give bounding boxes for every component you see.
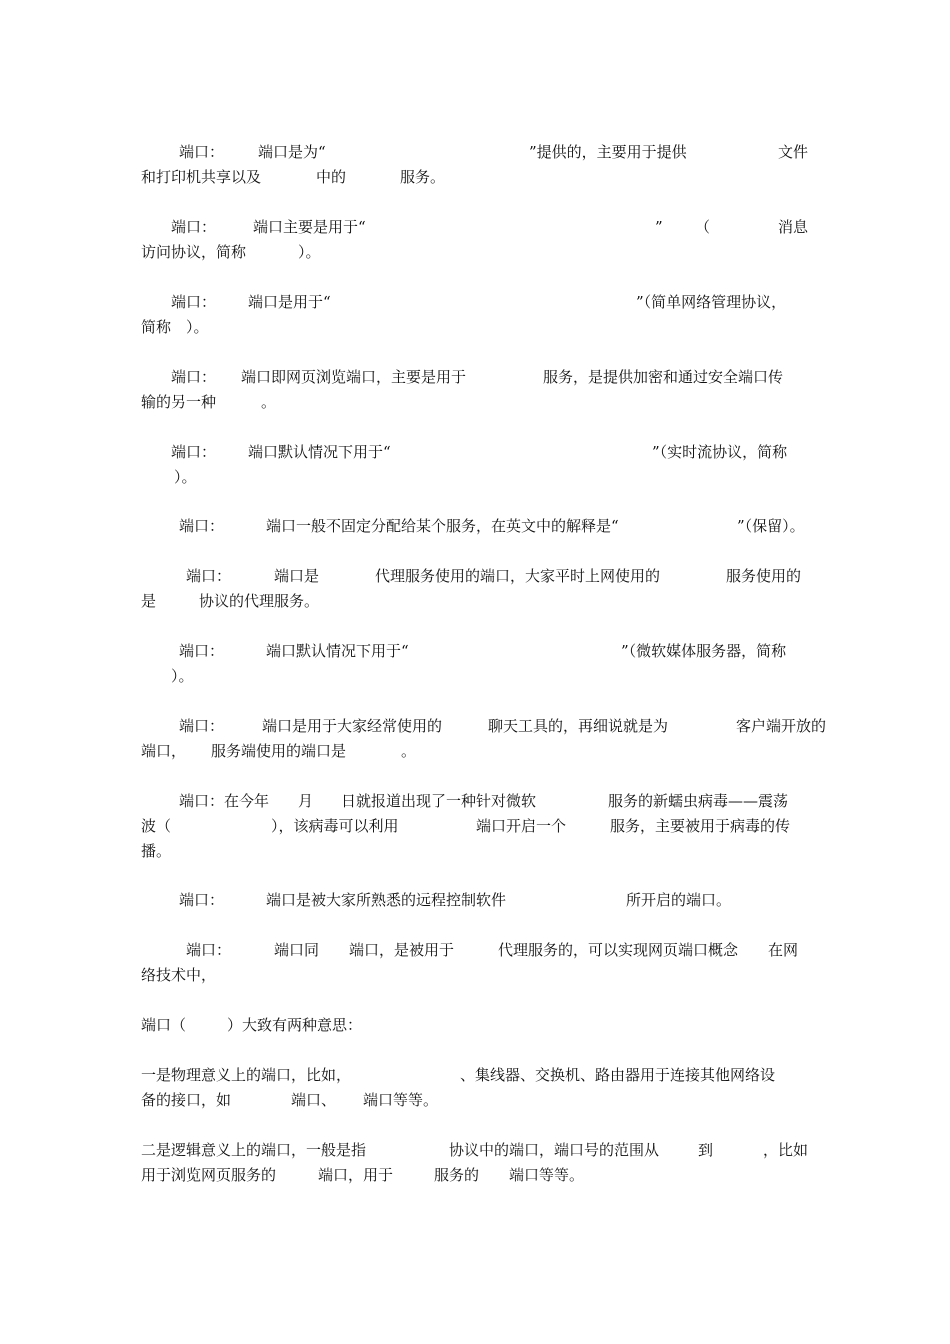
text-segment: 波（ [141,817,172,835]
text-segment: 协议中的端口，端口号的范围从 [449,1141,660,1159]
text-segment: 服务的新蠕虫病毒——震荡 [608,792,789,810]
text-segment: 到 [698,1141,714,1159]
text-segment: 在网 [768,941,799,959]
text-segment: 端口： [171,293,217,311]
text-segment: 月 [298,792,314,810]
text-segment: 端口： [179,143,225,161]
text-segment: 端口一般不固定分配给某个服务，在英文中的解释是“ [266,517,619,535]
text-segment: 日就报道出现了一种针对微软 [341,792,537,810]
text-segment: 服务，是提供加密和通过安全端口传 [543,368,784,386]
text-segment: 端口： [171,443,217,461]
text-segment: 端口等等。 [363,1091,439,1109]
text-segment: 访问协议，简称 [141,243,247,261]
text-segment: 服务端使用的端口是 [211,742,347,760]
text-segment: 二是逻辑意义上的端口，一般是指 [141,1141,367,1159]
text-segment: ”（保留）。 [737,517,805,535]
text-segment: 端口、 [291,1091,337,1109]
text-segment: 所开启的端口。 [626,891,732,909]
text-segment: 是 [141,592,157,610]
text-segment: ）。 [174,468,197,486]
text-segment: 服务使用的 [726,567,802,585]
text-segment: 端口即网页浏览端口，主要是用于 [241,368,467,386]
text-segment: 一是物理意义上的端口，比如， [141,1066,352,1084]
text-segment: 端口： [186,567,232,585]
text-segment: 端口是为“ [258,143,326,161]
text-segment: 消息 [778,218,809,236]
text-segment: 端口： [171,368,217,386]
text-segment: 端口默认情况下用于“ [248,443,391,461]
text-segment: 备的接口，如 [141,1091,232,1109]
text-segment: ）。 [171,667,194,685]
text-segment: 输的另一种 [141,393,217,411]
text-segment: ）大致有两种意思： [227,1016,363,1034]
text-segment: 聊天工具的，再细说就是为 [488,717,669,735]
text-segment: 客户端开放的 [736,717,827,735]
text-segment: ”（实时流协议，简称 [652,443,788,461]
text-segment: 络技术中， [141,966,217,984]
text-segment: 端口同 [274,941,320,959]
text-segment: ）。 [298,243,321,261]
text-segment: 端口：在今年 [179,792,270,810]
text-segment: 端口是用于大家经常使用的 [262,717,443,735]
text-segment: 端口开启一个 [476,817,567,835]
text-segment: 服务，主要被用于病毒的传 [610,817,791,835]
text-segment: 文件 [778,143,809,161]
text-segment: 中的 [316,168,347,186]
text-segment: 端口： [179,517,225,535]
text-segment: 用于浏览网页服务的 [141,1166,277,1184]
text-segment: 端口是 [274,567,320,585]
text-segment: ”（简单网络管理协议， [636,293,787,311]
text-segment: 端口： [179,717,225,735]
text-segment: 端口（ [141,1016,187,1034]
text-segment: 协议的代理服务。 [199,592,320,610]
text-segment: ”（微软媒体服务器，简称 [621,642,787,660]
text-segment: 端口，用于 [318,1166,394,1184]
text-segment: 端口，是被用于 [349,941,455,959]
text-segment: 端口是用于“ [248,293,331,311]
text-segment: 和打印机共享以及 [141,168,262,186]
text-segment: 服务的 [434,1166,480,1184]
text-segment: 端口： [171,218,217,236]
text-segment: 端口是被大家所熟悉的远程控制软件 [266,891,507,909]
text-segment: 代理服务使用的端口，大家平时上网使用的 [375,567,661,585]
text-segment: 服务。 [400,168,446,186]
text-segment: ，比如 [763,1141,809,1159]
text-segment: 端口： [179,891,225,909]
text-segment: 端口默认情况下用于“ [266,642,409,660]
text-segment: ” [655,218,663,236]
text-segment: （ [695,218,711,236]
text-segment: 播。 [141,842,172,860]
text-segment: 端口等等。 [509,1166,585,1184]
text-segment: ），该病毒可以利用 [271,817,399,835]
text-segment: ”提供的，主要用于提供 [529,143,687,161]
text-segment: 端口， [141,742,187,760]
text-segment: 、集线器、交换机、路由器用于连接其他网络设 [460,1066,776,1084]
text-segment: ）。 [186,318,209,336]
text-segment: 端口： [186,941,232,959]
text-segment: 端口： [179,642,225,660]
text-segment: 。 [401,742,417,760]
text-segment: 。 [261,393,277,411]
text-segment: 简称 [141,318,172,336]
text-segment: 端口主要是用于“ [253,218,366,236]
text-segment: 代理服务的，可以实现网页端口概念 [498,941,739,959]
